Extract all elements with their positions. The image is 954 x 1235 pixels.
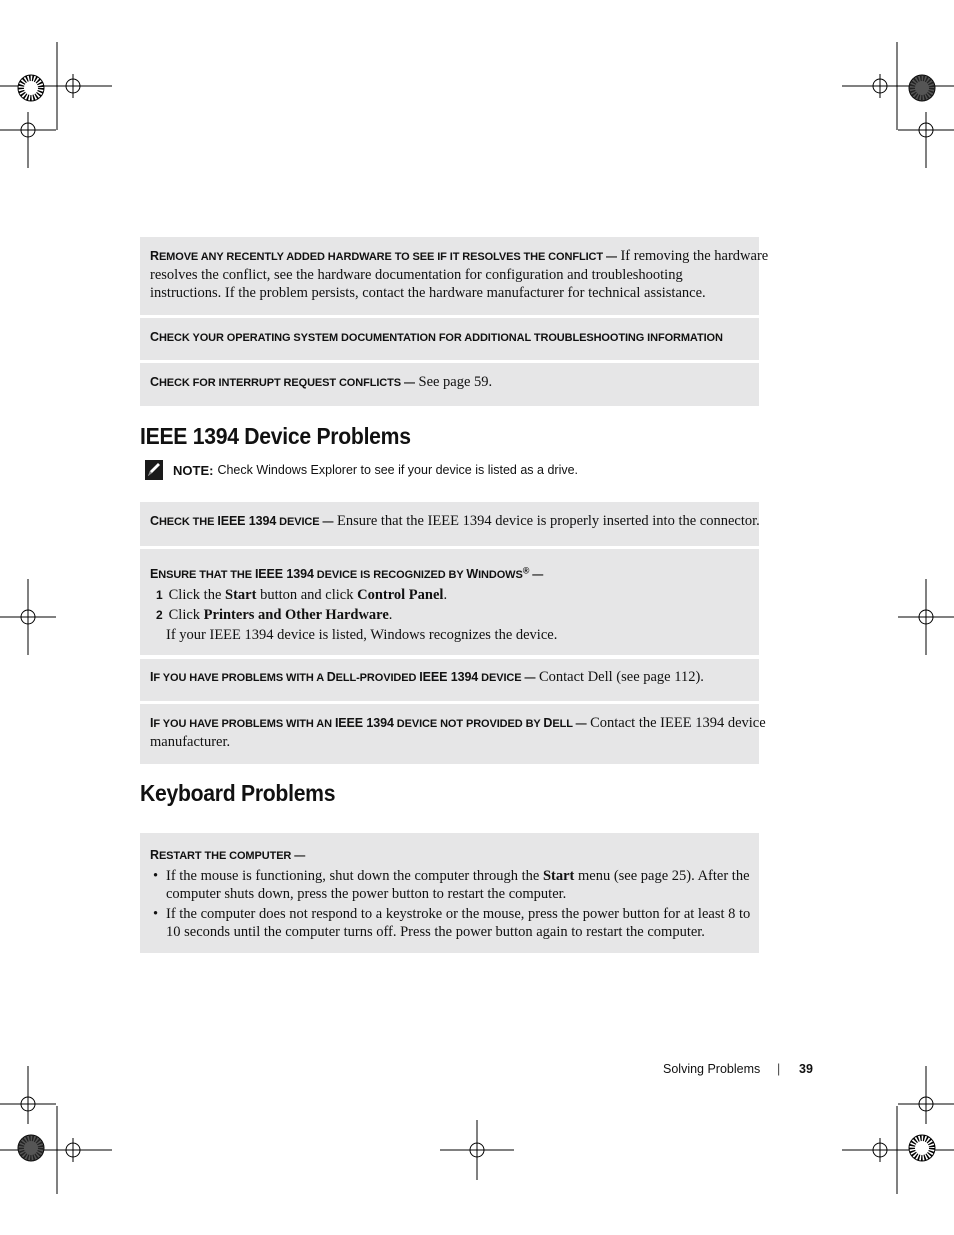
tip-box-ensure-recognized <box>140 549 759 655</box>
title-fragment: — <box>602 251 617 263</box>
step-text: Click <box>168 606 204 623</box>
bullet-item <box>150 867 749 885</box>
title-fragment: — <box>319 516 334 528</box>
step-number: 2 <box>156 607 163 622</box>
tip-title <box>150 565 544 581</box>
note-text: Check Windows Explorer to see if your device is listed as a drive. <box>217 463 579 477</box>
tip-body-line: instructions. If the problem persists, contact the hardware manufacturer for technical assistance. <box>150 285 706 301</box>
title-fragment: E <box>150 566 159 581</box>
title-fragment: C <box>150 514 159 528</box>
step-1 <box>150 586 749 604</box>
tip-line <box>150 846 749 865</box>
tip-box-check-ieee-device <box>140 502 759 546</box>
section-heading-ieee: IEEE 1394 Device Problems <box>140 423 411 449</box>
title-fragment: — <box>291 850 306 862</box>
title-fragment: IEEE 1394 <box>419 670 479 684</box>
step-number: 1 <box>156 587 163 602</box>
footer-section-name: Solving Problems <box>663 1062 761 1076</box>
title-fragment: IEEE 1394 <box>334 716 394 730</box>
footer-separator: | <box>777 1062 781 1076</box>
tip-line <box>150 247 769 266</box>
tip-title <box>150 251 617 263</box>
title-fragment: -PROVIDED <box>356 672 420 684</box>
tip-line <box>150 668 749 687</box>
title-fragment: R <box>150 848 159 862</box>
tip-box-remove-hardware <box>140 237 769 315</box>
tip-line <box>150 328 749 347</box>
title-fragment: INDOWS <box>478 568 523 581</box>
step-text: button and click <box>256 586 358 603</box>
title-fragment: W <box>466 566 479 581</box>
step-result: If your IEEE 1394 device is listed, Windows recognizes the device. <box>166 626 558 643</box>
title-fragment: F YOU HAVE PROBLEMS WITH A <box>153 672 327 684</box>
title-fragment: ELL <box>335 672 357 684</box>
bullet-continuation: computer shuts down, press the power button to restart the computer. <box>166 886 567 902</box>
note <box>145 458 578 482</box>
step-ui-term: Start <box>225 586 257 603</box>
title-fragment: — <box>401 377 415 389</box>
tip-title <box>150 672 535 684</box>
tip-box-irq-conflicts <box>140 363 759 406</box>
bullet-text: If the computer does not respond to a keystroke or the mouse, press the power button for at least 8 to <box>166 906 751 922</box>
footer-page-number: 39 <box>799 1062 813 1076</box>
tip-inline-text: Contact the IEEE 1394 device <box>590 715 766 731</box>
title-fragment: D <box>543 716 553 730</box>
title-fragment: — <box>529 568 544 581</box>
note-pencil-icon <box>145 460 163 480</box>
bullet-continuation: 10 seconds until the computer turns off. Press the power button again to restart the computer. <box>166 924 705 940</box>
tip-title <box>150 718 586 730</box>
title-fragment: I <box>150 670 154 684</box>
title-fragment: ESTART THE COMPUTER <box>158 850 292 862</box>
step-ui-term: Printers and Other Hardware <box>203 606 389 623</box>
bullet-ui-term: Start <box>542 868 575 884</box>
title-fragment: DEVICE IS RECOGNIZED BY <box>313 568 467 581</box>
tip-box-not-dell-provided <box>140 704 766 764</box>
bullet-dot: • <box>153 868 159 884</box>
tip-line <box>150 373 749 392</box>
tip-inline-text: See page 59. <box>418 374 493 390</box>
tip-line <box>150 714 766 733</box>
title-fragment: F YOU HAVE PROBLEMS WITH AN <box>153 718 335 730</box>
tip-body-line: resolves the conflict, see the hardware documentation for configuration and troubleshooting <box>150 267 683 283</box>
tip-title <box>150 516 333 528</box>
tip-line <box>150 512 760 531</box>
title-fragment: R <box>150 249 159 263</box>
step-text: . <box>443 586 448 603</box>
tip-inline-text: Contact Dell (see page 112). <box>538 669 704 685</box>
title-fragment: D <box>326 670 336 684</box>
step-ui-term: Control Panel <box>357 586 444 603</box>
step-2 <box>150 606 749 624</box>
title-fragment: HECK THE <box>158 516 218 528</box>
title-fragment: NSURE THAT THE <box>158 568 255 581</box>
tip-inline-text: Ensure that the IEEE 1394 device is properly inserted into the connector. <box>337 513 760 529</box>
tip-title <box>150 332 723 344</box>
title-fragment: — <box>521 672 536 684</box>
title-fragment: ® <box>522 565 530 575</box>
bullet-item <box>150 905 749 923</box>
tip-box-restart <box>140 833 759 953</box>
section-heading-keyboard: Keyboard Problems <box>140 780 336 806</box>
title-fragment: DEVICE NOT PROVIDED BY <box>393 718 544 730</box>
bullet-text: If the mouse is functioning, shut down the computer through the <box>166 868 543 884</box>
tip-title <box>150 850 305 862</box>
step-text: Click the <box>168 586 226 603</box>
bullet-text: menu (see page 25). After the <box>574 868 750 884</box>
tip-box-os-documentation <box>140 318 759 360</box>
tip-line <box>150 561 749 584</box>
tip-body-line: If removing the hardware <box>620 248 769 264</box>
tip-continuation: manufacturer. <box>150 734 231 750</box>
title-fragment: EMOVE ANY RECENTLY ADDED HARDWARE TO SEE IF IT RESOLVES THE CONFLICT <box>158 251 603 263</box>
title-fragment: I <box>150 716 154 730</box>
bullet-dot: • <box>153 906 159 922</box>
step-text: . <box>388 606 393 623</box>
title-fragment: C <box>150 330 159 344</box>
title-fragment: HECK YOUR OPERATING SYSTEM DOCUMENTATION FOR ADDITIONAL TROUBLESHOOTING INFORMATION <box>158 332 723 344</box>
title-fragment: DEVICE <box>276 516 320 528</box>
title-fragment: HECK FOR INTERRUPT REQUEST CONFLICTS <box>158 377 402 389</box>
tip-box-dell-provided <box>140 659 759 701</box>
title-fragment: IEEE 1394 <box>217 514 277 528</box>
title-fragment: C <box>150 375 159 389</box>
title-fragment: IEEE 1394 <box>254 566 314 581</box>
tip-title <box>150 377 415 389</box>
title-fragment: DEVICE <box>478 672 522 684</box>
title-fragment: ELL <box>552 718 573 730</box>
title-fragment: — <box>572 718 587 730</box>
note-label: NOTE: <box>173 462 214 478</box>
